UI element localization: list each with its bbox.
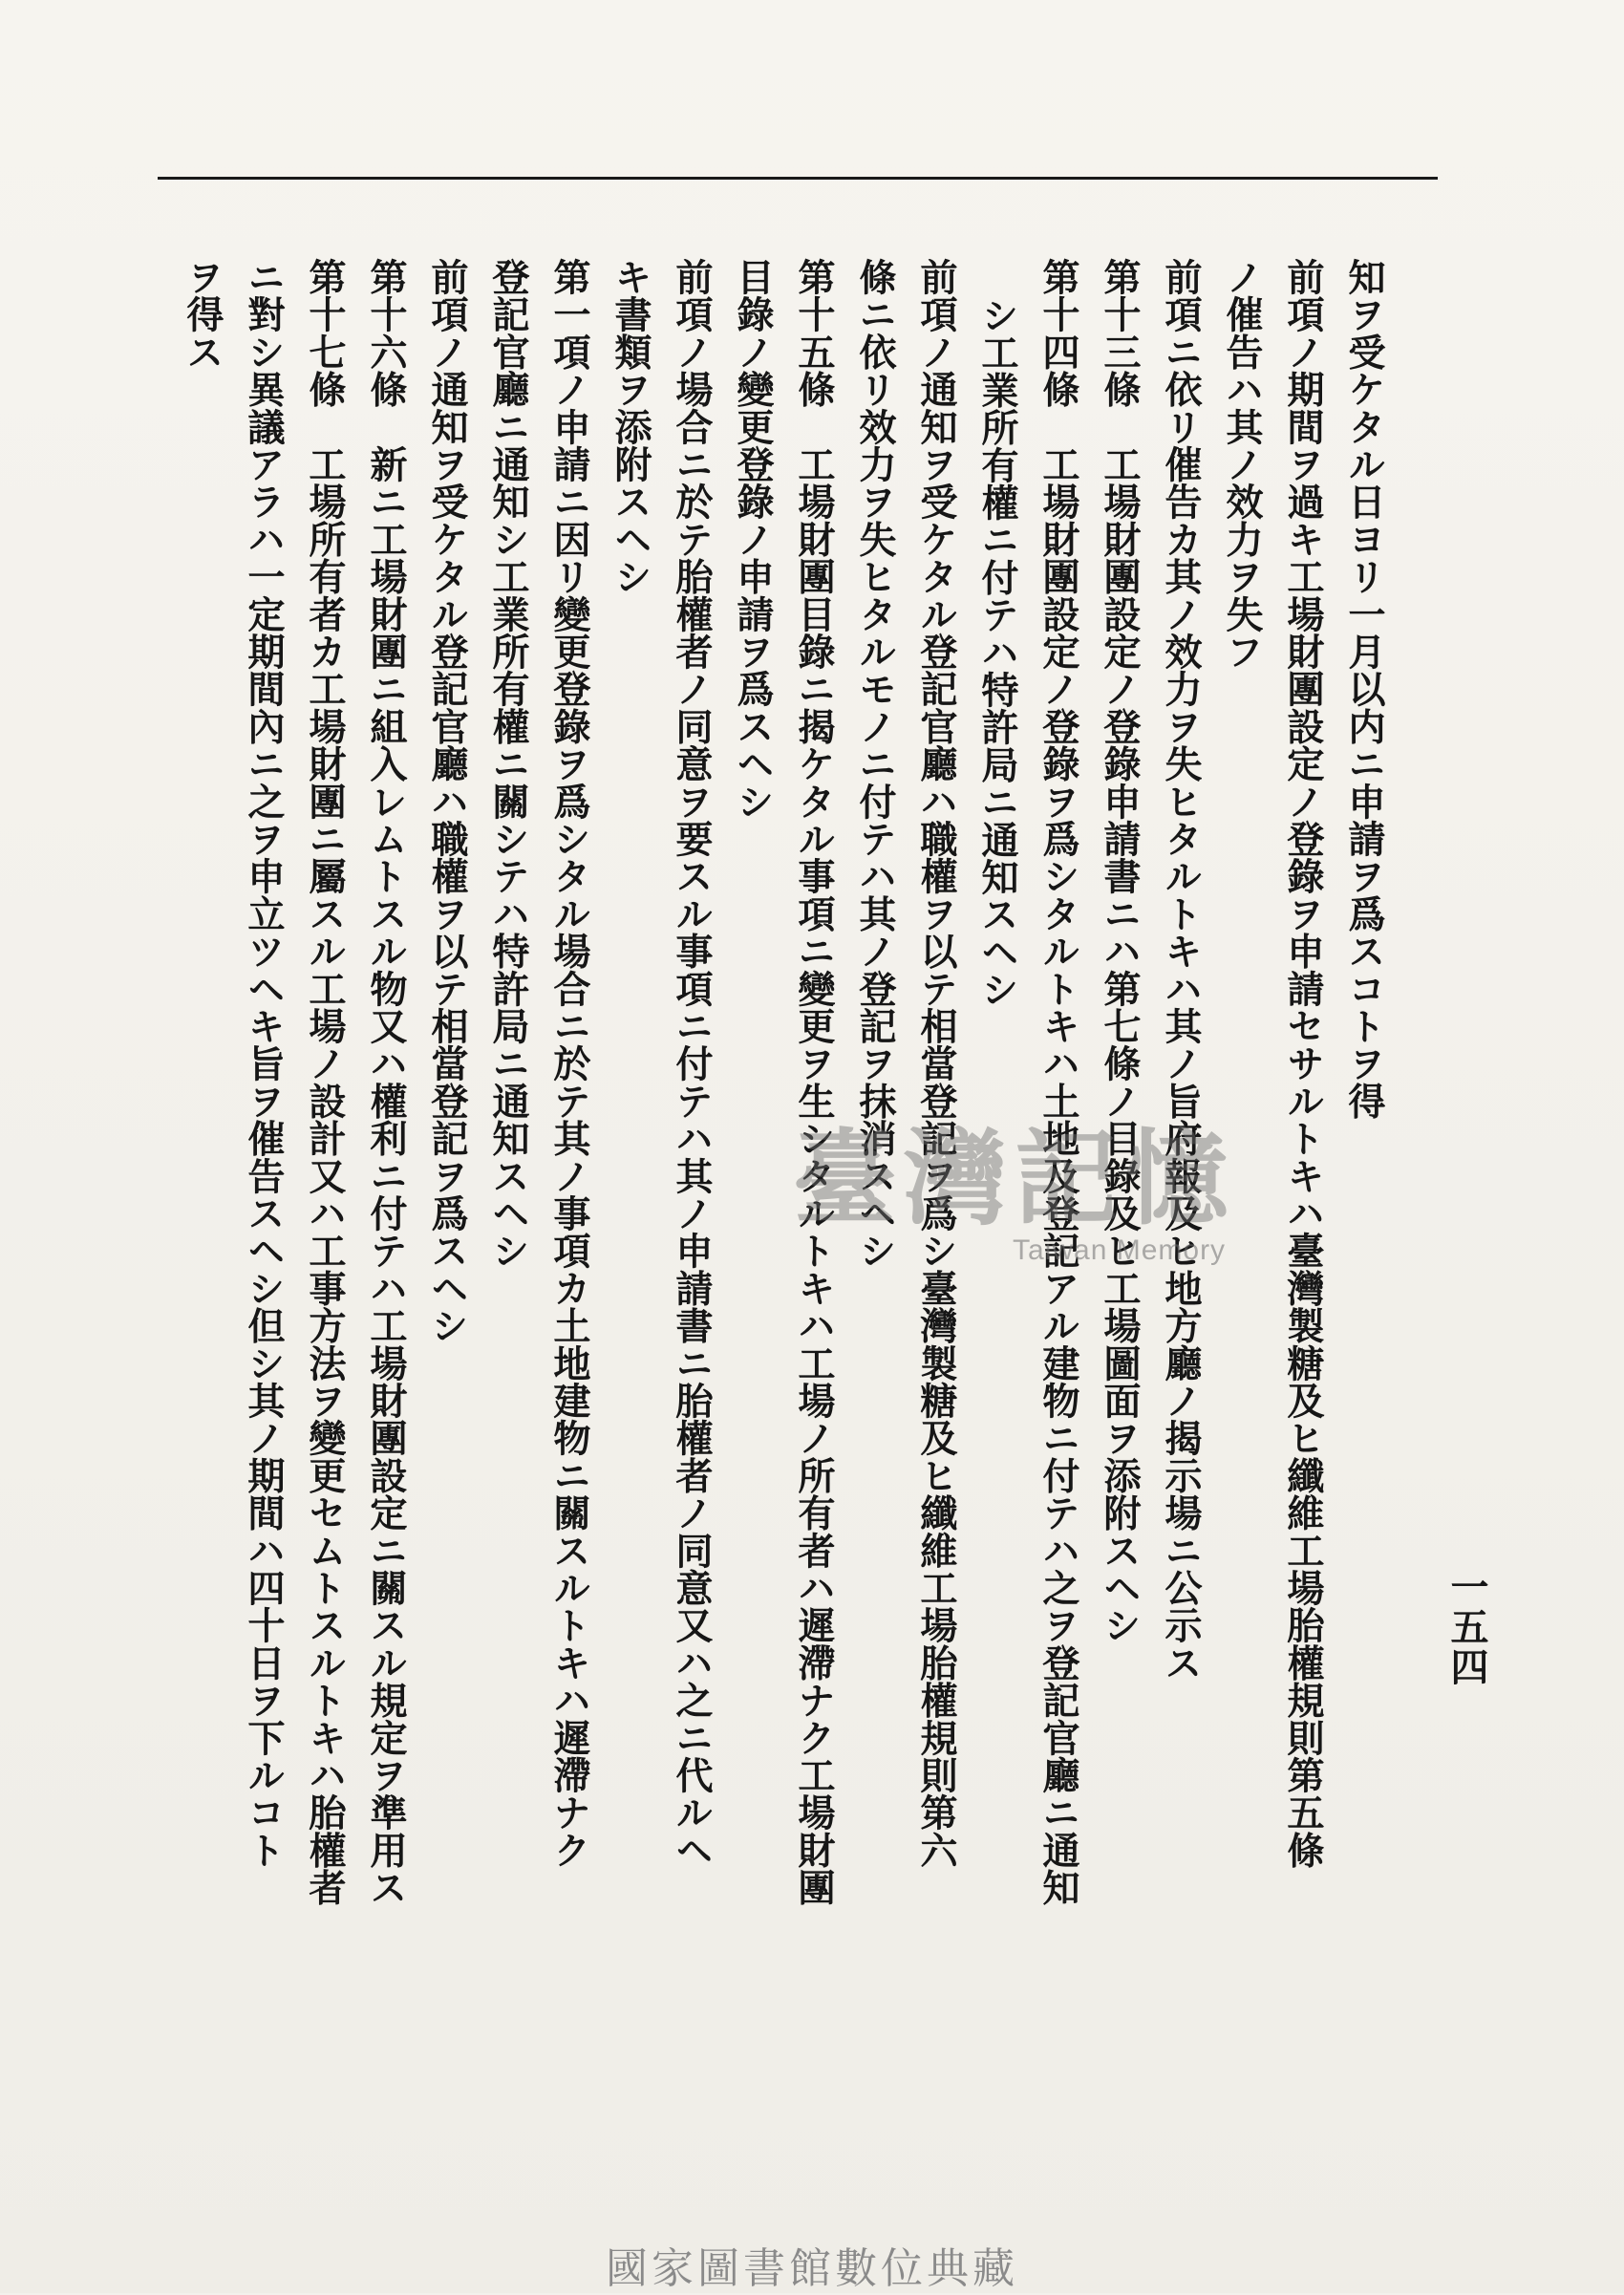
text-column: 目錄ノ變更登錄ノ申請ヲ爲スヘシ [731, 258, 775, 820]
text-column: シ工業所有權ニ付テハ特許局ニ通知スヘシ [975, 296, 1019, 1008]
text-column: 條ニ依リ效力ヲ失ヒタルモノニ付テハ其ノ登記ヲ抹消スヘシ [853, 258, 897, 1270]
footer-credit: 國家圖書館數位典藏 [606, 2244, 1018, 2293]
text-column: 第十五條 工場財團目錄ニ揭ケタル事項ニ變更ヲ生シタルトキハ工場ノ所有者ハ遲滯ナク工場財團 [792, 258, 836, 1906]
watermark-title: 臺灣記憶 [793, 1119, 1237, 1239]
text-column: 前項ノ通知ヲ受ケタル登記官廳ハ職權ヲ以テ相當登記ヲ爲スヘシ [425, 258, 469, 1344]
vertical-text-body [153, 258, 1395, 2064]
text-column: 前項ニ依リ催告カ其ノ效力ヲ失ヒタルトキハ其ノ旨府報及ヒ地方廳ノ揭示場ニ公示ス [1159, 258, 1203, 1682]
text-column: 知ヲ受ケタル日ヨリ一月以内ニ申請ヲ爲スコトヲ得 [1342, 258, 1386, 1120]
watermark-subtitle: Taiwan Memory [1013, 1234, 1227, 1266]
text-column: 前項ノ場合ニ於テ胎權者ノ同意ヲ要スル事項ニ付テハ其ノ申請書ニ胎權者ノ同意又ハ之ニ代ルヘ [670, 258, 714, 1869]
text-column: キ書類ヲ添附スヘシ [609, 258, 652, 595]
text-column: ニ對シ異議アラハ一定期間內ニ之ヲ申立ツヘキ旨ヲ催告スヘシ但シ其ノ期間ハ四十日ヲ下ルコト [242, 258, 286, 1869]
text-column: 第十六條 新ニ工場財團ニ組入レムトスル物又ハ權利ニ付テハ工場財團設定ニ關スル規定ヲ準用ス [364, 258, 408, 1906]
text-column: 前項ノ通知ヲ受ケタル登記官廳ハ職權ヲ以テ相當登記ヲ爲シ臺灣製糖及ヒ纖維工場胎權規則第六 [914, 258, 958, 1869]
text-column: 第十七條 工場所有者カ工場財團ニ屬スル工場ノ設計又ハ工事方法ヲ變更セムトスルトキハ胎權者 [303, 258, 347, 1906]
page-number: 一五四 [1444, 1567, 1489, 1687]
text-column: 前項ノ期間ヲ過キ工場財團設定ノ登錄ヲ申請セサルトキハ臺灣製糖及ヒ纖維工場胎權規則第五條 [1281, 258, 1325, 1869]
top-rule [158, 177, 1438, 180]
text-column: 登記官廳ニ通知シ工業所有權ニ關シテハ特許局ニ通知スヘシ [486, 258, 530, 1270]
text-column: ヲ得ス [181, 258, 224, 371]
text-column: 第十四條 工場財團設定ノ登錄ヲ爲シタルトキハ土地及登記アル建物ニ付テハ之ヲ登記官廳ニ通知 [1036, 258, 1080, 1906]
text-column: 第一項ノ申請ニ因リ變更登錄ヲ爲シタル場合ニ於テ其ノ事項カ土地建物ニ關スルトキハ遲滯ナク [547, 258, 591, 1869]
text-column: 第十三條 工場財團設定ノ登錄申請書ニハ第七條ノ目錄及ヒ工場圖面ヲ添附スヘシ [1098, 258, 1142, 1644]
text-column: ノ催告ハ其ノ效力ヲ失フ [1220, 258, 1264, 671]
